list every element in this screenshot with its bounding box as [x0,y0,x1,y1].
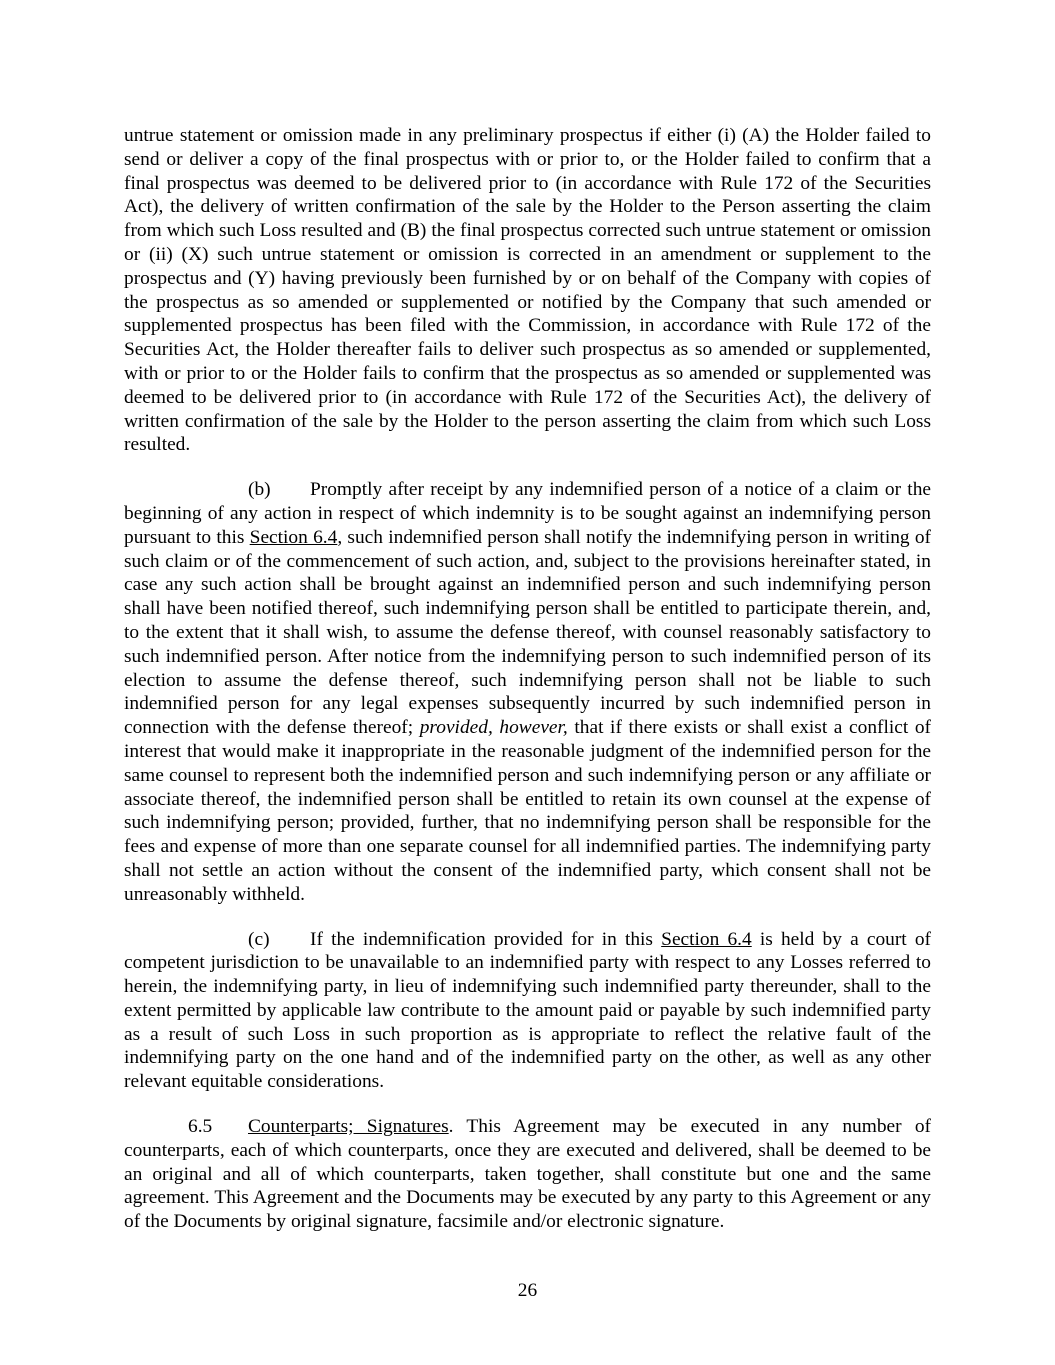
paragraph-a-text: untrue statement or omission made in any preliminary prospectus if either (i) (A) the Holder failed to send or deliver a copy of the final prospectus with or prior to, or the Holder failed to confirm that a final prospectus was deemed to be delivered prior to (in accordance with Rule 172 of the Securities Act), the delivery of written confirmation of the sale by the Holder to the Person asserting the claim from which such Loss resulted and (B) the final prospectus corrected such untrue statement or omission or (ii) (X) such untrue statement or omission is corrected in an amendment or supplement to the prospectus and (Y) having previously been furnished by or on behalf of the Company with copies of the prospectus as so amended or supplemented or notified by the Company that such amended or supplemented prospectus has been filed with the Commission, in accordance with Rule 172 of the Securities Act, the Holder thereafter fails to deliver such prospectus as so amended or supplemented, with or prior to or the Holder fails to confirm that the prospectus as so amended or supplemented was deemed to be delivered prior to (in accordance with Rule 172 of the Securities Act), the delivery of written confirmation of the sale by the Holder to the person asserting the claim from which such Loss resulted. [124,125,931,456]
section-6-4-reference: Section 6.4 [661,928,752,950]
paragraph-a-continued [124,124,931,457]
proviso-italic: provided, however, [419,717,568,739]
paragraph-b-label: (b) [248,479,271,501]
paragraph-b-text-2: , such indemnified person shall notify the indemnifying person in writing of such claim or of the commencement of such action, and, subject to the provisions hereinafter stated, in case any such action shall be brought against an indemnified person and such indemnifying person shall have been notified thereof, such indemnifying person shall be entitled to participate therein, and, to the extent that it shall wish, to assume the defense thereof, with counsel reasonably satisfactory to such indemnified person. After notice from the indemnifying person to such indemnified person of its election to assume the defense thereof, such indemnifying person shall not be liable to such indemnified person for any legal expenses subsequently incurred by such indemnified person in connection with the defense thereof; [124,526,932,739]
page-number: 26 [517,1280,538,1301]
section-6-5-number: 6.5 [188,1116,213,1138]
document-page [124,124,931,1255]
paragraph-c-label: (c) [248,928,270,950]
paragraph-c-text-1: If the indemnification provided for in this [310,928,662,950]
section-6-5-text: . This Agreement may be executed in any number of counterparts, each of which counterparts, once they are executed and delivered, shall be deemed to be an original and all of which counterparts, taken together, shall constitute but one and the same agreement. This Agreement and the Documents may be executed by any party to this Agreement or any of the Documents by original signature, facsimile and/or electronic signature. [124,1116,931,1233]
section-6-4-reference: Section 6.4 [249,526,338,548]
section-6-5 [124,1115,931,1234]
paragraph-b-text-1: Promptly after receipt by any indemnified person of a notice of a claim or the beginning of any action in respect of which indemnity is to be sought against an indemnifying person pursuant to this [124,479,931,548]
paragraph-c-text-2: is held by a court of competent jurisdiction to be unavailable to an indemnified party with respect to any Losses referred to herein, the indemnifying party, in lieu of indemnifying such indemnified party thereunder, shall to the extent permitted by applicable law contribute to the amount paid or payable by such indemnified party as a result of such Loss in such proportion as is appropriate to reflect the relative fault of the indemnifying party on the one hand and of the indemnified party on the other, as well as any other relevant equitable considerations. [124,928,931,1093]
section-6-5-heading: Counterparts; Signatures [248,1116,449,1138]
paragraph-b-text-3: that if there exists or shall exist a conflict of interest that would make it inappropriate in the reasonable judgment of the indemnified person for the same counsel to represent both the indemnified person and such indemnifying person or any affiliate or associate thereof, the indemnified person shall be entitled to retain its own counsel at the expense of such indemnifying person; provided, further, that no indemnifying person shall be responsible for the fees and expense of more than one separate counsel for all indemnified parties. The indemnifying party shall not settle an action without the consent of the indemnified party, which consent shall not be unreasonably withheld. [124,717,931,905]
paragraph-c [124,928,931,1095]
paragraph-b [124,478,931,906]
